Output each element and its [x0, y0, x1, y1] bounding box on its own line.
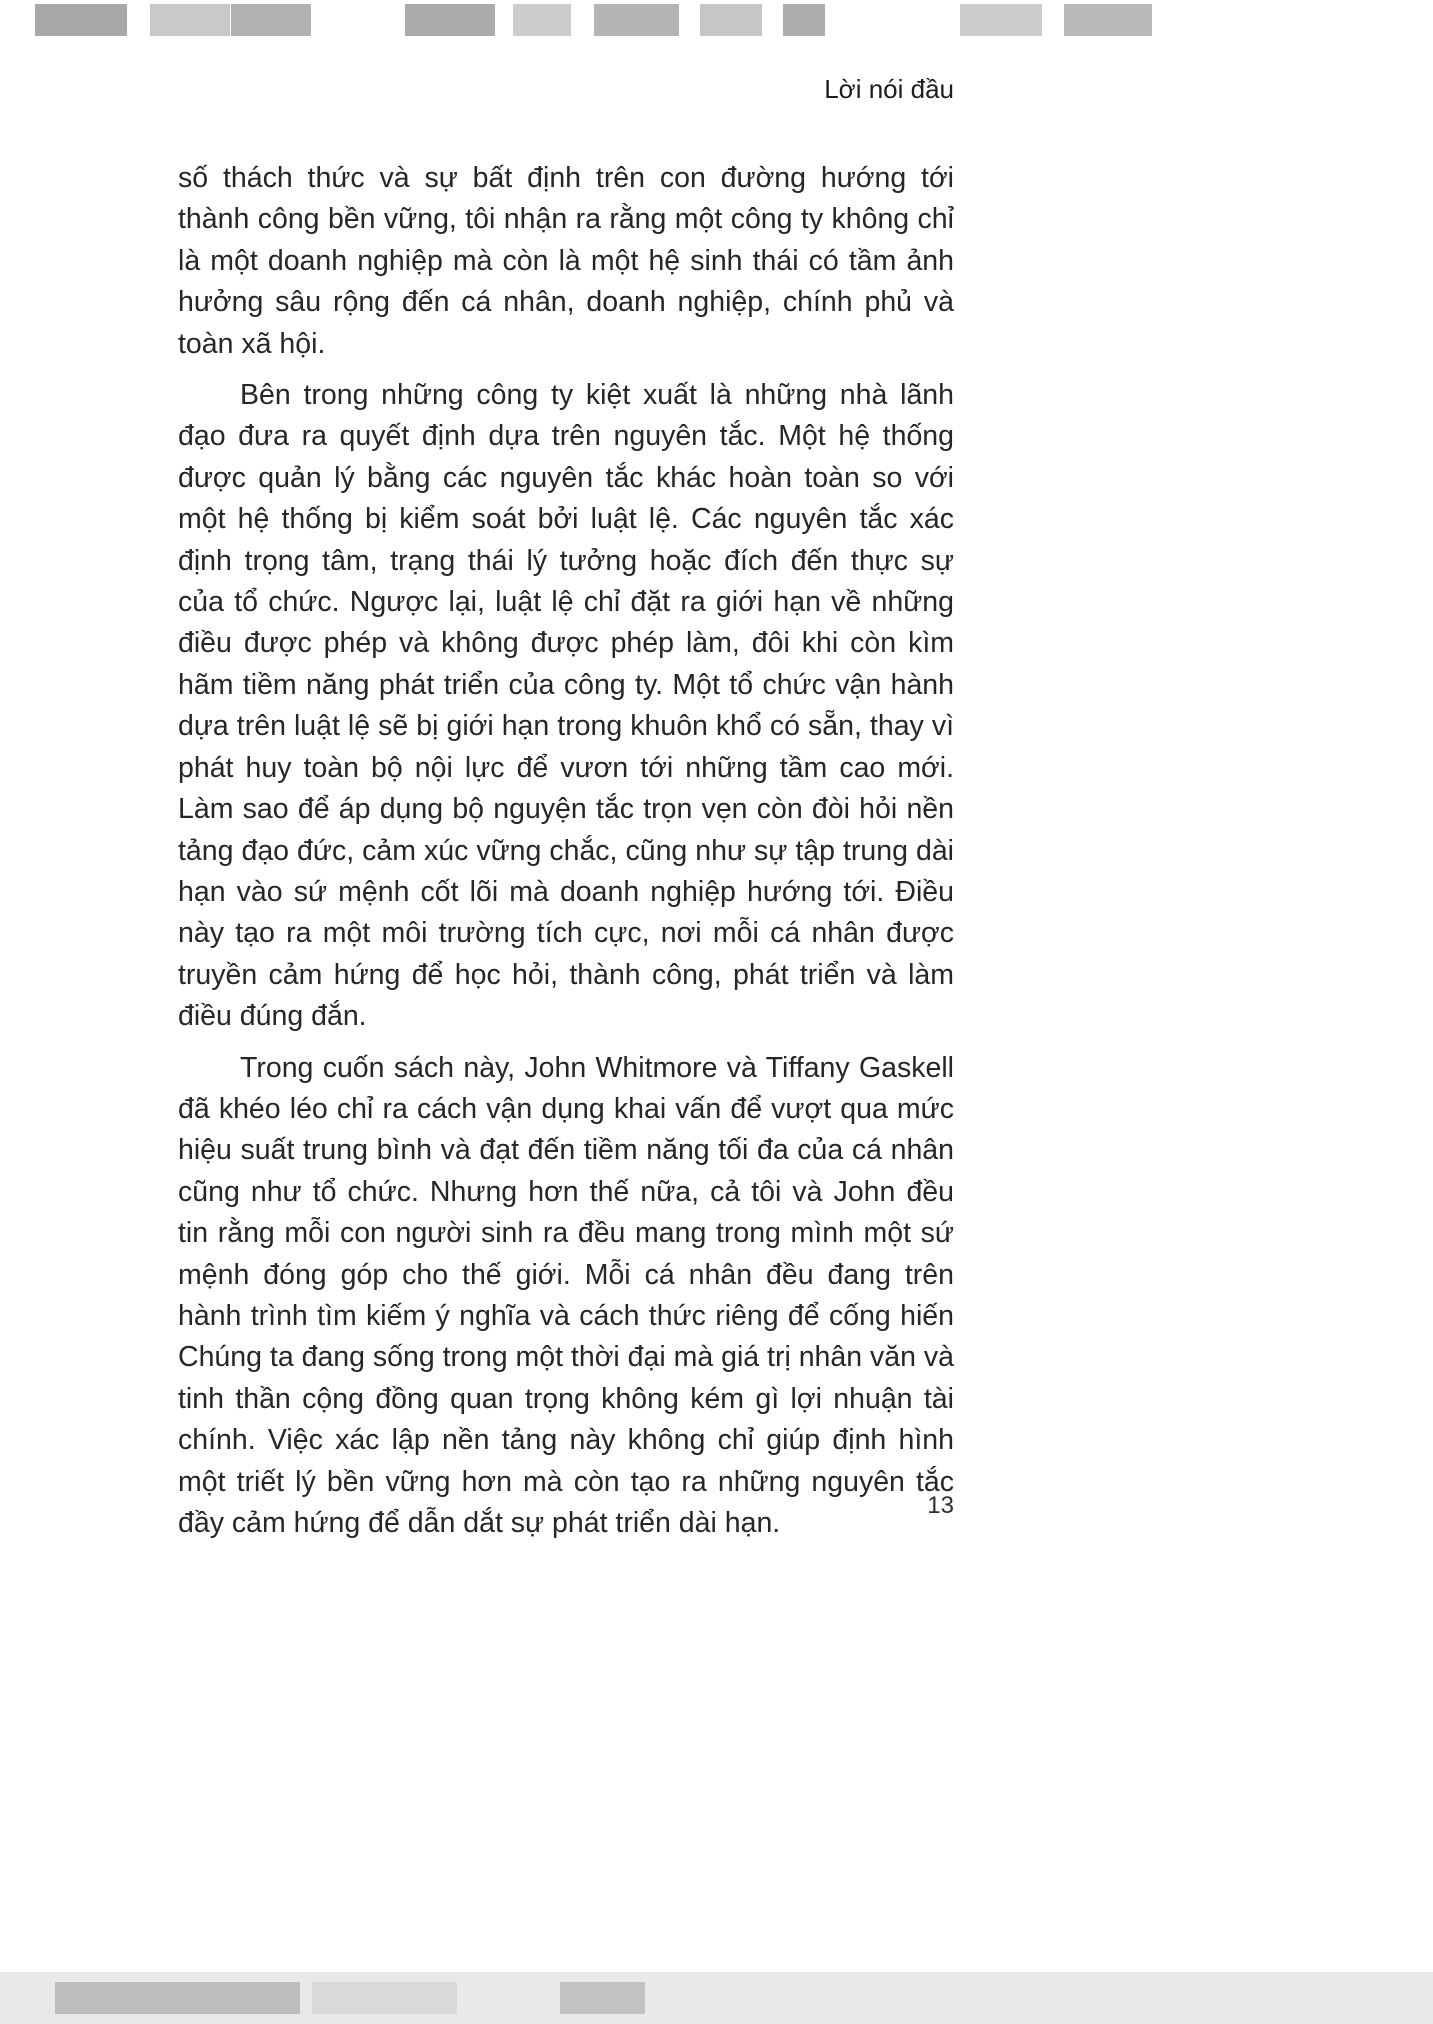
paragraph: Bên trong những công ty kiệt xuất là những nhà lãnh đạo đưa ra quyết định dựa trên nguyên tắc. Một hệ thống được quản lý bằng các nguyên tắc khác hoàn toàn so với một hệ thống bị kiểm soát bởi luật lệ. Các nguyên tắc xác định trọng tâm, trạng thái lý tưởng hoặc đích đến thực sự của tổ chức. Ngược lại, luật lệ chỉ đặt ra giới hạn về những điều được phép và không được phép làm, đôi khi còn kìm hãm tiềm năng phát triển của công ty. Một tổ chức vận hành dựa trên luật lệ sẽ bị giới hạn trong khuôn khổ có sẵn, thay vì phát huy toàn bộ nội lực để vươn tới những tầm cao mới. Làm sao để áp dụng bộ nguyện tắc trọn vẹn còn đòi hỏi nền tảng đạo đức, cảm xúc vững chắc, cũng như sự tập trung dài hạn vào sứ mệnh cốt lõi mà doanh nghiệp hướng tới. Điều này tạo ra một môi trường tích cực, nơi mỗi cá nhân được truyền cảm hứng để học hỏi, thành công, phát triển và làm điều đúng đắn.	[178, 379, 954, 1033]
scan-artifact-block	[1064, 4, 1152, 36]
scan-artifact-bar	[0, 1972, 1433, 2024]
paragraph: Trong cuốn sách này, John Whitmore và Tiffany Gaskell đã khéo léo chỉ ra cách vận dụng khai vấn để vượt qua mức hiệu suất trung bình và đạt đến tiềm năng tối đa của cá nhân cũng như tổ chức. Nhưng hơn thế nữa, cả tôi và John đều tin rằng mỗi con người sinh ra đều mang trong mình một sứ mệnh đóng góp cho thế giới. Mỗi cá nhân đều đang trên hành trình tìm kiếm ý nghĩa và cách thức riêng để cống hiến Chúng ta đang sống trong một thời đại mà giá trị nhân văn và tinh thần cộng đồng quan trọng không kém gì lợi nhuận tài chính. Việc xác lập nền tảng này không chỉ giúp định hình một triết lý bền vững hơn mà còn tạo ra những nguyên tắc đầy cảm hứng để dẫn dắt sự phát triển dài hạn.	[178, 1051, 954, 1539]
scan-artifact-block	[700, 4, 762, 36]
page-number: 13	[927, 1492, 954, 1519]
scan-artifact-block	[405, 4, 495, 36]
paragraph: số thách thức và sự bất định trên con đường hướng tới thành công bền vững, tôi nhận ra rằng một công ty không chỉ là một doanh nghiệp mà còn là một hệ sinh thái có tầm ảnh hưởng sâu rộng đến cá nhân, doanh nghiệp, chính phủ và toàn xã hội.	[178, 162, 954, 360]
body-text	[178, 158, 954, 1554]
scan-artifact-block	[55, 1982, 300, 2014]
scan-artifact-block	[783, 4, 825, 36]
scan-artifact-block	[35, 4, 127, 36]
scan-artifact-block	[513, 4, 571, 36]
scan-artifact-block	[231, 4, 311, 36]
scan-artifact-block	[594, 4, 679, 36]
scan-artifact-block	[960, 4, 1042, 36]
scan-artifact-block	[560, 1982, 645, 2014]
running-head: Lời nói đầu	[824, 74, 954, 104]
scan-artifact-block	[312, 1982, 457, 2014]
scan-artifact-block	[150, 4, 230, 36]
